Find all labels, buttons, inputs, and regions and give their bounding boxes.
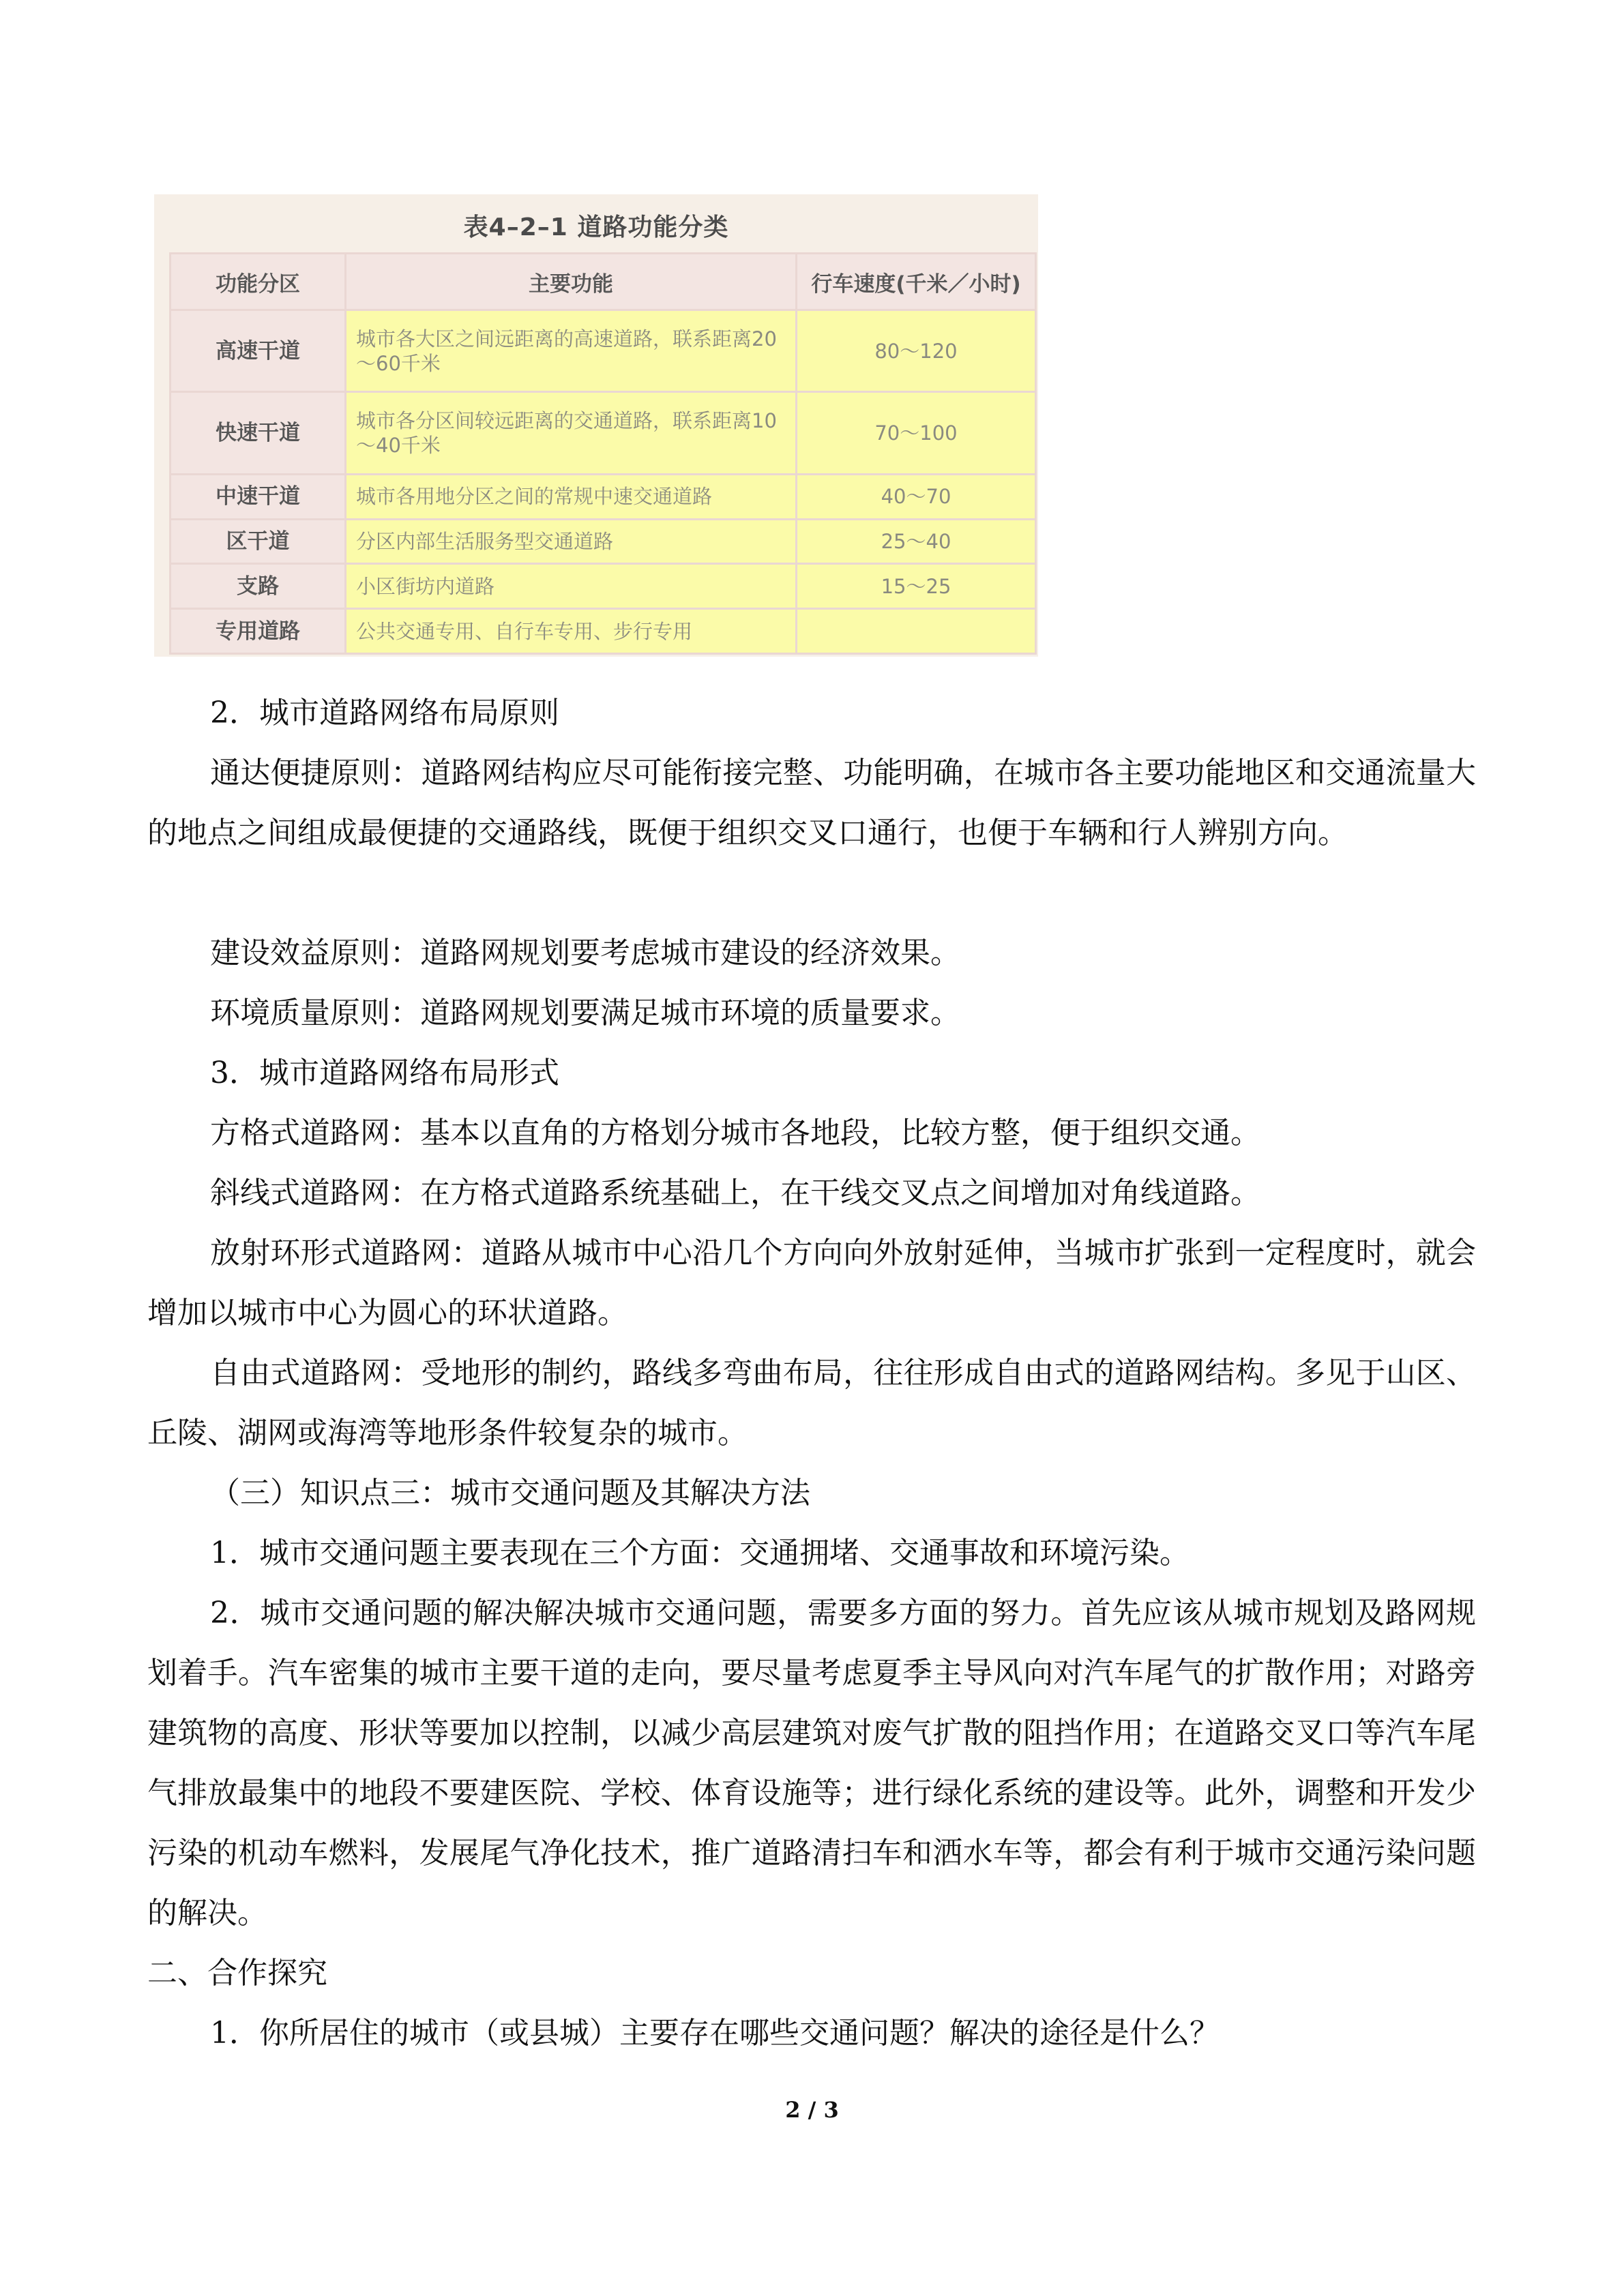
column-header: 主要功能 [346, 254, 797, 310]
paragraph-grid-network: 方格式道路网：基本以直角的方格划分城市各地段，比较方整，便于组织交通。 [210, 1116, 1260, 1150]
road-speed-cell: 25～40 [797, 519, 1036, 564]
table-header-row [171, 254, 1036, 310]
road-class-cell: 区干道 [171, 519, 346, 564]
table-caption: 表4–2–1 道路功能分类 [463, 213, 729, 241]
section-heading-layout-principles: 2．城市道路网络布局原则 [210, 696, 559, 730]
road-class-cell: 快速干道 [171, 392, 346, 474]
table-row [171, 609, 1036, 654]
paragraph-accessibility-principle: 通达便捷原则：道路网结构应尽可能衔接完整、功能明确，在城市各主要功能地区和交通流量大的地点之间组成最便捷的交通路线，既便于组织交叉口通行，也便于车辆和行人辨别方向。 [147, 756, 1476, 850]
page-number: 2 / 3 [785, 2097, 839, 2123]
road-function-cell: 小区街坊内道路 [346, 564, 797, 609]
road-function-cell: 城市各分区间较远距离的交通道路，联系距离10～40千米 [346, 392, 797, 474]
table-row [171, 310, 1036, 392]
table-row [171, 519, 1036, 564]
road-class-cell: 专用道路 [171, 609, 346, 654]
paragraph-diagonal-network: 斜线式道路网：在方格式道路系统基础上，在干线交叉点之间增加对角线道路。 [210, 1176, 1260, 1210]
road-class-cell: 支路 [171, 564, 346, 609]
road-speed-cell: 40～70 [797, 474, 1036, 519]
paragraph-inquiry-question: 1．你所居住的城市（或县城）主要存在哪些交通问题？解决的途径是什么？ [210, 2016, 1220, 2051]
road-function-table-figure [154, 194, 1038, 657]
road-function-cell: 城市各用地分区之间的常规中速交通道路 [346, 474, 797, 519]
road-function-cell: 公共交通专用、自行车专用、步行专用 [346, 609, 797, 654]
road-speed-cell [797, 609, 1036, 654]
paragraph-benefit-principle: 建设效益原则：道路网规划要考虑城市建设的经济效果。 [210, 936, 960, 970]
paragraph-free-network: 自由式道路网：受地形的制约，路线多弯曲布局，往往形成自由式的道路网结构。多见于山区、丘陵、湖网或海湾等地形条件较复杂的城市。 [147, 1356, 1476, 1450]
table-row [171, 564, 1036, 609]
road-class-cell: 高速干道 [171, 310, 346, 392]
road-class-cell: 中速干道 [171, 474, 346, 519]
road-function-table [169, 252, 1037, 655]
table-row [171, 392, 1036, 474]
paragraph-environment-principle: 环境质量原则：道路网规划要满足城市环境的质量要求。 [210, 996, 960, 1030]
paragraph-traffic-problems: 1．城市交通问题主要表现在三个方面：交通拥堵、交通事故和环境污染。 [210, 1536, 1190, 1570]
road-speed-cell: 70～100 [797, 392, 1036, 474]
column-header: 行车速度(千米／小时) [797, 254, 1036, 310]
road-speed-cell: 80～120 [797, 310, 1036, 392]
road-function-cell: 分区内部生活服务型交通道路 [346, 519, 797, 564]
section-heading-layout-forms: 3．城市道路网络布局形式 [210, 1056, 559, 1090]
road-speed-cell: 15～25 [797, 564, 1036, 609]
section-heading-knowledge-point-three: （三）知识点三：城市交通问题及其解决方法 [210, 1476, 810, 1510]
road-function-cell: 城市各大区之间远距离的高速道路，联系距离20～60千米 [346, 310, 797, 392]
paragraph-traffic-solutions: 2．城市交通问题的解决解决城市交通问题，需要多方面的努力。首先应该从城市规划及路网规划着手。汽车密集的城市主要干道的走向，要尽量考虑夏季主导风向对汽车尾气的扩散作用；对路旁建筑物的高度、形状等要加以控制，以减少高层建筑对废气扩散的阻挡作用；在道路交叉口等汽车尾气排放最集中的地段不要建医院、学校、体育设施等；进行绿化系统的建设等。此外，调整和开发少污染的机动车燃料，发展尾气净化技术，推广道路清扫车和洒水车等，都会有利于城市交通污染问题的解决。 [147, 1596, 1476, 1930]
paragraph-radial-ring-network: 放射环形式道路网：道路从城市中心沿几个方向向外放射延伸，当城市扩张到一定程度时，就会增加以城市中心为圆心的环状道路。 [147, 1236, 1476, 1330]
table-row [171, 474, 1036, 519]
section-heading-cooperative-inquiry: 二、合作探究 [147, 1956, 327, 1991]
column-header: 功能分区 [171, 254, 346, 310]
